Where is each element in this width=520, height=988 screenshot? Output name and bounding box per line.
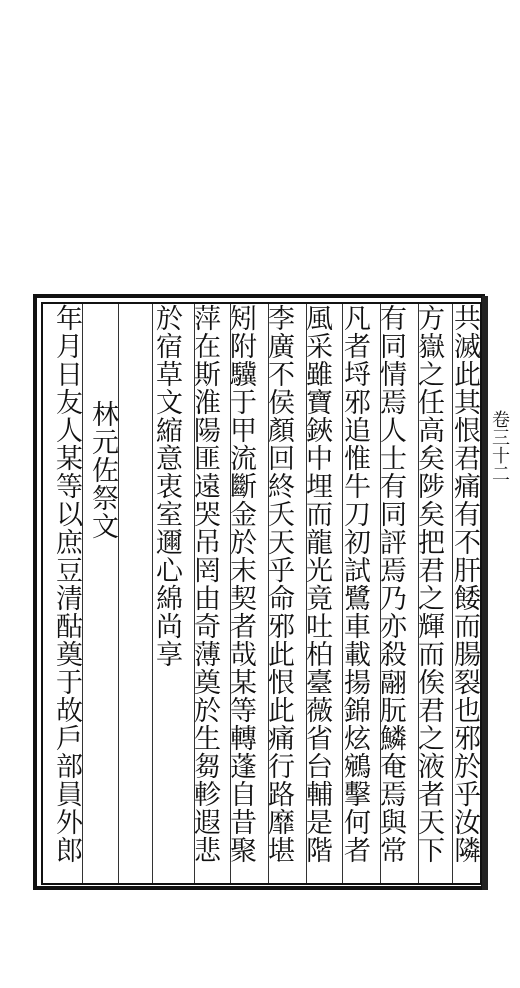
frame-inner-rule [41,883,481,885]
text-column-1: 共滅此其恨君痛有不肝餧而腸裂也邪於乎汝隣 [449,304,480,864]
text-column-9: 於宿草文縮意衷室邇心綿尚享 [151,304,182,668]
spine-label: 卷三十二 [489,410,510,482]
text-column-5: 風采雖寶鋏中埋而龍光竟吐柏臺薇省台輔是階 [301,304,332,864]
text-column-11: 年月日友人某等以庶豆清酤奠于故戶部員外郎 [51,304,82,864]
text-column-6: 李廣不侯顏回終夭天乎命邪此恨此痛行路靡堪 [263,304,294,864]
text-column-7: 矧附驥于甲流斷金於末契者哉某等轉蓬自昔聚 [225,304,256,864]
text-column-4: 凡者埒邪追惟牛刀初試鷺車載揚錦炫鵷擊何者 [339,304,370,864]
text-column-3: 有同情焉人士有同評焉乃亦殺翮朊鱗奄焉與常 [375,304,406,864]
book-spine-edge [482,296,488,890]
text-column-8: 萍在斯淮陽匪遠哭吊罔由奇薄奠於生芻軫遐悲 [189,304,220,864]
text-column-2: 方嶽之任高矣陟矣把君之輝而俟君之液者天下 [413,304,444,864]
column-rule [118,304,119,883]
text-column-title: 林元佐祭文 [87,400,118,540]
frame-inner-rule [41,302,43,885]
